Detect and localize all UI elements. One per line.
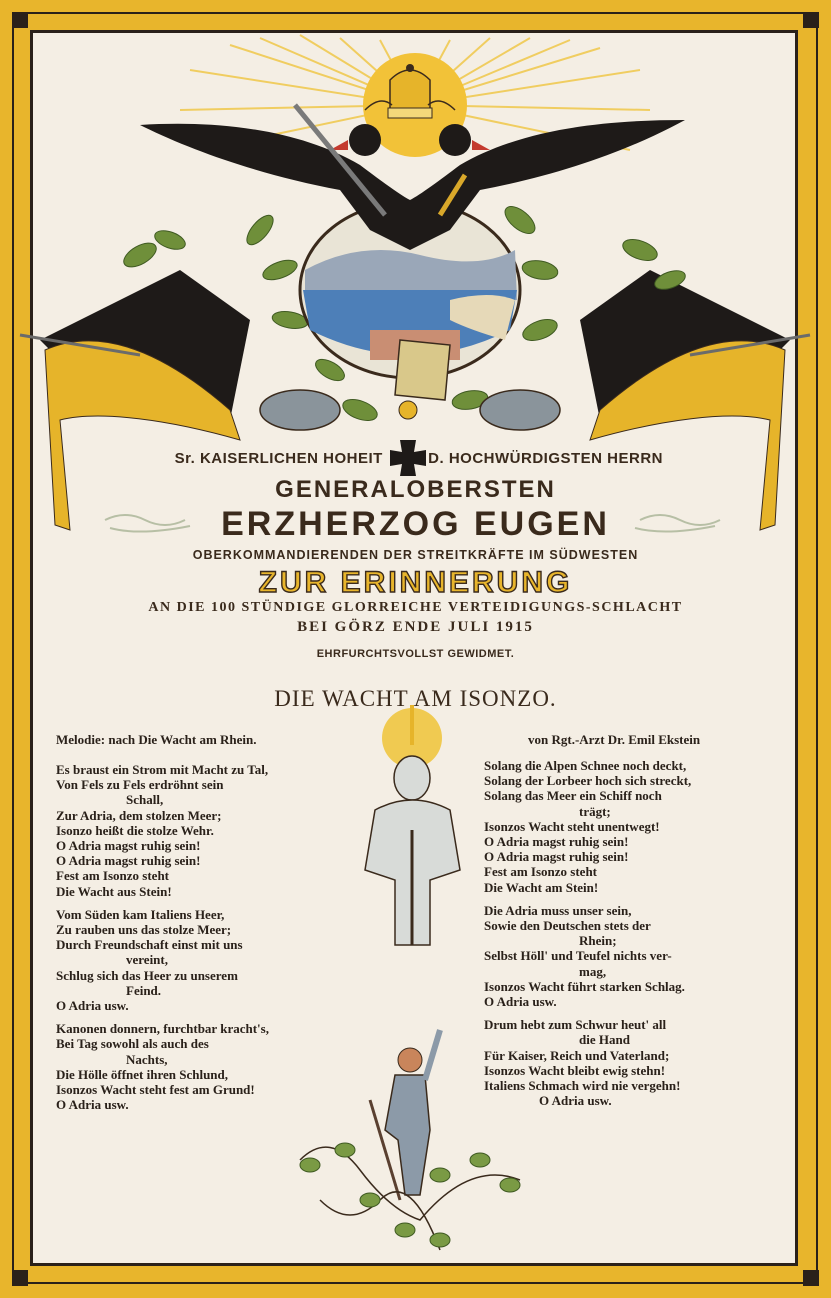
verse-line: Isonzos Wacht bleibt ewig stehn! xyxy=(484,1062,666,1078)
verse-line: Schlug sich das Heer zu unserem xyxy=(56,967,238,983)
name-title: ERZHERZOG EUGEN xyxy=(221,505,610,543)
battle-line: AN DIE 100 STÜNDIGE GLORREICHE VERTEIDIGUNGS-SCHLACHT xyxy=(148,600,683,615)
helmet-icon xyxy=(260,390,340,430)
command-line: OBERKOMMANDIERENDEN DER STREITKRÄFTE IM SÜDWESTEN xyxy=(192,548,639,562)
verse-line: Für Kaiser, Reich und Vaterland; xyxy=(484,1047,670,1063)
verse-line: Italiens Schmach wird nie vergehn! xyxy=(484,1078,681,1094)
verse-line: Solang das Meer ein Schiff noch xyxy=(484,788,662,804)
dedication-note: EHRFURCHTSVOLLST GEWIDMET. xyxy=(316,648,515,660)
stanza-gap xyxy=(484,895,691,903)
melody-note: Melodie: nach Die Wacht am Rhein. xyxy=(56,732,257,747)
dedication-left: Sr. KAISERLICHEN HOHEIT xyxy=(174,450,383,467)
verse-line: Kanonen donnern, furchtbar kracht's, xyxy=(56,1021,269,1037)
scroll-icon xyxy=(395,340,450,400)
verse-line: Nachts, xyxy=(126,1051,168,1067)
verse-line: O Adria magst ruhig sein! xyxy=(484,849,629,865)
stanza-gap xyxy=(484,1009,691,1017)
verse-line: Isonzo heißt die stolze Wehr. xyxy=(56,822,214,838)
verse-line: Die Wacht aus Stein! xyxy=(56,883,172,899)
verse-line: Zur Adria, dem stolzen Meer; xyxy=(56,807,222,823)
dedication-right: D. HOCHWÜRDIGSTEN HERRN xyxy=(428,450,664,467)
verse-line: Fest am Isonzo steht xyxy=(56,868,170,884)
verse-line: mag, xyxy=(579,963,607,979)
verse-line: Durch Freundschaft einst mit uns xyxy=(56,937,243,953)
verse-line: Vom Süden kam Italiens Heer, xyxy=(56,906,225,922)
memorial-title: ZUR ERINNERUNG xyxy=(258,566,573,599)
verse-line: Schall, xyxy=(126,792,164,808)
stanza-gap xyxy=(56,899,269,907)
date-line: BEI GÖRZ ENDE JULI 1915 xyxy=(297,619,534,635)
verse-line: O Adria usw. xyxy=(539,1093,612,1109)
verse-line: O Adria usw. xyxy=(484,994,557,1010)
verse-line: trägt; xyxy=(579,803,611,819)
verse-line: Von Fels zu Fels erdröhnt sein xyxy=(56,777,224,793)
verse-line: O Adria usw. xyxy=(56,1097,129,1113)
poem-left-column xyxy=(56,762,269,1112)
verse-line: vereint, xyxy=(126,952,168,968)
verse-line: Isonzos Wacht steht unentwegt! xyxy=(484,818,660,834)
verse-line: Isonzos Wacht führt starken Schlag. xyxy=(484,978,685,994)
verse-line: Solang der Lorbeer hoch sich streckt, xyxy=(484,773,692,789)
verse-line: Isonzos Wacht steht fest am Grund! xyxy=(56,1082,255,1098)
verse-line: Zu rauben uns das stolze Meer; xyxy=(56,922,232,938)
verse-line: Bei Tag sowohl als auch des xyxy=(56,1036,209,1052)
verse-line: O Adria magst ruhig sein! xyxy=(56,838,201,854)
stanza-gap xyxy=(56,1013,269,1021)
verse-line: O Adria magst ruhig sein! xyxy=(484,834,629,850)
verse-line: O Adria magst ruhig sein! xyxy=(56,853,201,869)
verse-line: Selbst Höll' und Teufel nichts ver- xyxy=(484,948,672,964)
verse-line: Die Wacht am Stein! xyxy=(484,879,599,895)
verse-line: Es braust ein Strom mit Macht zu Tal, xyxy=(56,762,269,777)
verse-line: Die Adria muss unser sein, xyxy=(484,902,632,918)
verse-line: Drum hebt zum Schwur heut' all xyxy=(484,1017,667,1033)
verse-line: Die Hölle öffnet ihren Schlund, xyxy=(56,1066,229,1082)
verse-line: O Adria usw. xyxy=(56,998,129,1014)
verse-line: Sowie den Deutschen stets der xyxy=(484,918,651,934)
poem-right-column xyxy=(484,758,691,1108)
verse-line: Fest am Isonzo steht xyxy=(484,864,598,880)
knight-statue-icon xyxy=(365,705,460,945)
shield-icon xyxy=(480,390,560,430)
verse-line: die Hand xyxy=(579,1032,630,1048)
verse-line: Solang die Alpen Schnee noch deckt, xyxy=(484,758,687,773)
verse-line: Feind. xyxy=(126,982,162,998)
poem-title: DIE WACHT AM ISONZO. xyxy=(274,686,557,711)
verse-line: Rhein; xyxy=(579,933,617,949)
rank-title: GENERALOBERSTEN xyxy=(275,476,556,503)
soldier-icon xyxy=(370,1030,440,1200)
dedication-line xyxy=(0,450,831,467)
author-note: von Rgt.-Arzt Dr. Emil Ekstein xyxy=(528,732,701,747)
